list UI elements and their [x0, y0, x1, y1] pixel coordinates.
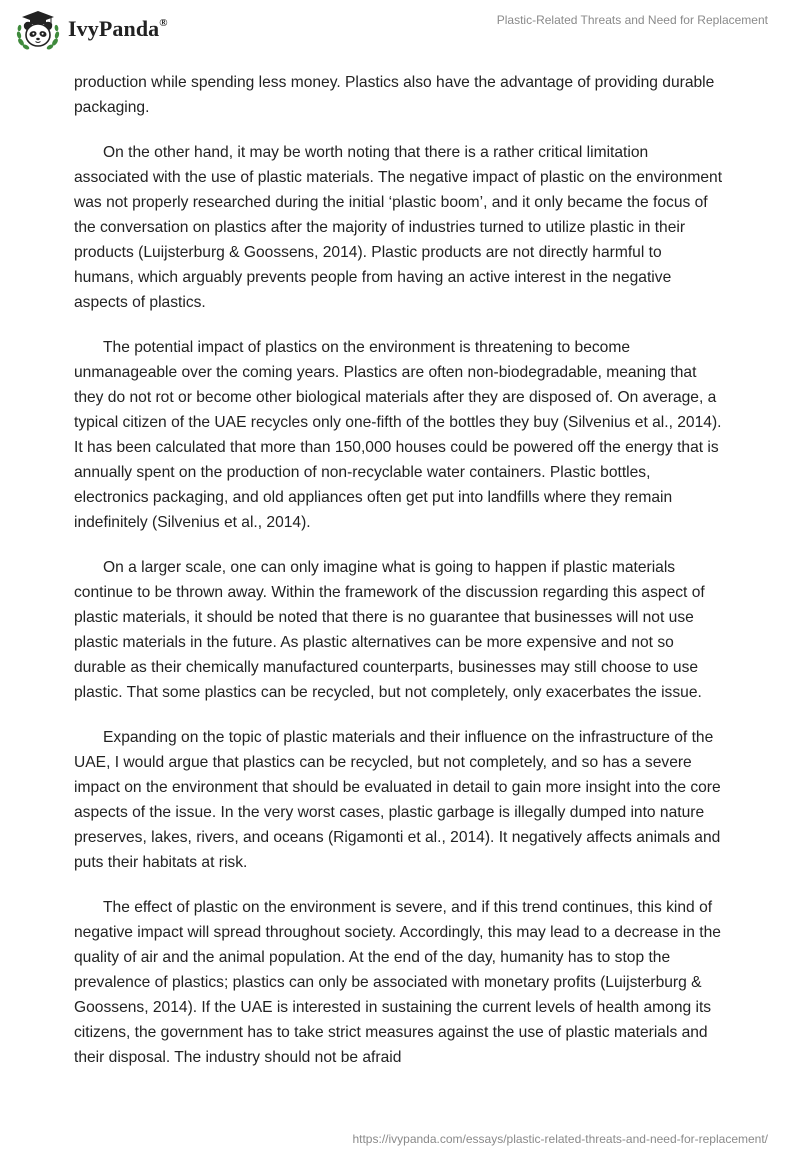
essay-body: [74, 70, 724, 1090]
paragraph: The effect of plastic on the environment is severe, and if this trend continues, this kind of negative impact will spread throughout society. Accordingly, this may lead to a decrease in the quality of air and the animal population. At the end of the day, humanity has to stop the prevalence of plastics; plastics can only be associated with monetary profits (Luijsterburg & Goossens, 2014). If the UAE is interested in sustaining the current levels of health among its citizens, the government has to take strict measures against the use of plastic materials and their disposal. The industry should not be afraid: [74, 899, 721, 1066]
brand-logo[interactable]: [14, 6, 168, 54]
registered-mark: ®: [159, 16, 168, 29]
paragraph-continued: production while spending less money. Plastics also have the advantage of providing durable packaging.: [74, 74, 715, 116]
page-title: Plastic-Related Threats and Need for Replacement: [496, 13, 768, 27]
paragraph: On a larger scale, one can only imagine what is going to happen if plastic materials continue to be thrown away. Within the framework of the discussion regarding this aspect of plastic materials, it should be noted that there is no guarantee that businesses will not use plastic materials in the future. As plastic alternatives can be more expensive and not so durable as their chemically manufactured counterparts, businesses may still choose to use plastic. That some plastics can be recycled, but not completely, only exacerbates the issue.: [74, 559, 705, 701]
source-url[interactable]: https://ivypanda.com/essays/plastic-related-threats-and-need-for-replacement/: [352, 1132, 768, 1146]
paragraph: Expanding on the topic of plastic materials and their influence on the infrastructure of the UAE, I would argue that plastics can be recycled, but not completely, and so has a severe impact on the environment that should be evaluated in detail to gain more insight into the core aspects of the issue. In the very worst cases, plastic garbage is illegally dumped into nature preserves, lakes, rivers, and oceans (Rigamonti et al., 2014). It negatively affects animals and puts their habitats at risk.: [74, 729, 721, 871]
panda-graduate-icon: [14, 6, 62, 54]
brand-name: IvyPanda®: [68, 16, 168, 41]
page-header: [0, 0, 800, 60]
paragraph: On the other hand, it may be worth noting that there is a rather critical limitation associated with the use of plastic materials. The negative impact of plastic on the environment was not properly researched during the initial ‘plastic boom’, and it only became the focus of the conversation on plastics after the majority of industries turned to utilize plastic in their products (Luijsterburg & Goossens, 2014). Plastic products are not directly harmful to humans, which arguably prevents people from having an active interest in the negative aspects of plastics.: [74, 144, 723, 311]
paragraph: The potential impact of plastics on the environment is threatening to become unmanageable over the coming years. Plastics are often non-biodegradable, meaning that they do not rot or become other biological materials after they are disposed of. On average, a typical citizen of the UAE recycles only one-fifth of the bottles they buy (Silvenius et al., 2014). It has been calculated that more than 150,000 houses could be powered off the energy that is annually spent on the production of non-recyclable water containers. Plastic bottles, electronics packaging, and old appliances often get put into landfills where they remain indefinitely (Silvenius et al., 2014).: [74, 339, 722, 531]
